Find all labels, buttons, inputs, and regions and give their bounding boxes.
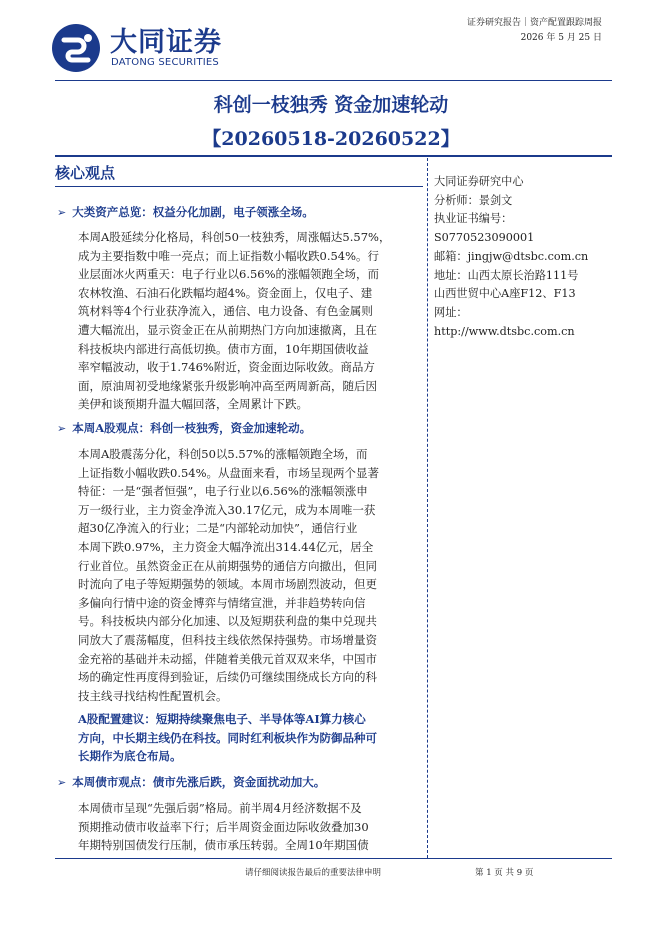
advice-line: 方向，中长期主线仍在科技。同时红利板块作为防御品种可 xyxy=(78,730,377,745)
para-line: 万一级行业，主力资金净流入30.17亿元，成为本周唯一获 xyxy=(78,502,376,517)
paragraph-bond-view xyxy=(78,799,420,855)
paragraph-asset-overview xyxy=(78,228,420,414)
bullet-asset-overview xyxy=(57,204,314,220)
bullet-a-share-view xyxy=(57,420,311,436)
header-meta xyxy=(467,16,602,46)
report-date: 2026 年 5 月 25 日 xyxy=(520,33,602,43)
report-type: 证券研究报告｜资产配置跟踪周报 xyxy=(466,18,602,28)
para-line: 号。科技板块内部分化加速、以及短期获利盘的集中兑现共 xyxy=(78,614,377,629)
logo-text-cn: 大同证券 xyxy=(110,27,222,58)
advice-line: A股配置建议：短期持续聚焦电子、半导体等AI算力核心 xyxy=(78,712,366,726)
para-line: 多偏向行情中途的资金博弈与情绪宣泄，并非趋势转向信 xyxy=(78,595,366,610)
para-line: 特征：一是“强者恒强”，电子行业以6.56%的涨幅领涨申 xyxy=(78,484,368,499)
research-center: 大同证券研究中心 xyxy=(434,175,524,188)
analyst-name: 分析师：景剑文 xyxy=(434,193,513,207)
para-line: 本周A股震荡分化，科创50以5.57%的涨幅领跑全场，而 xyxy=(78,447,368,461)
section-title: 核心观点 xyxy=(55,164,116,182)
address-line2: 山西世贸中心A座F12、F13 xyxy=(434,287,576,301)
report-title: 科创一枝独秀 资金加速轮动 xyxy=(213,94,449,116)
para-line: 科技板块内部进行高低切换。债市方面，10年期国债收益 xyxy=(78,341,369,356)
para-line: 行业首位。虽然资金正在从前期强势的通信方向撤出，但同 xyxy=(78,558,377,573)
footer-divider xyxy=(55,858,612,859)
para-line: 超30亿净流入的行业；二是“内部轮动加快”，通信行业 xyxy=(78,521,358,536)
report-period: 【20260518-20260522】 xyxy=(202,128,460,150)
arrow-bullet-icon: ➢ xyxy=(57,206,67,219)
para-line: 面，原油周初受地缘紧张升级影响冲高至两周新高，随后因 xyxy=(78,378,377,393)
email: 邮箱：jingjw@dtsbc.com.cn xyxy=(434,249,589,263)
para-line: 筑材料等4个行业获净流入，通信、电力设备、有色金属则 xyxy=(78,304,373,319)
para-line: 美伊和谈预期升温大幅回落，全周累计下跌。 xyxy=(78,397,308,412)
page-number: 第 1 页 共 9 页 xyxy=(475,868,534,878)
para-line: 技主线寻找结构性配置机会。 xyxy=(78,688,228,703)
para-line: 本周A股延续分化格局，科创50一枝独秀，周涨幅达5.57%， xyxy=(78,230,391,244)
website-label: 网址： xyxy=(434,305,468,319)
logo-text-en: DATONG SECURITIES xyxy=(111,57,219,68)
para-line: 同放大了震荡幅度，但科技主线依然保持强势。市场增量资 xyxy=(78,632,377,647)
para-line: 时流向了电子等短期强势的领域。本周市场剧烈波动，但更 xyxy=(78,577,377,592)
para-line: 率窄幅波动，收于1.746%附近，资金面边际收敛。商品方 xyxy=(78,360,375,375)
para-line: 本周下跌0.97%，主力资金大幅净流出314.44亿元，居全 xyxy=(78,539,374,554)
footer-disclaimer: 请仔细阅读报告最后的重要法律申明 xyxy=(245,868,382,878)
para-line: 业层面冰火两重天：电子行业以6.56%的涨幅领跑全场，而 xyxy=(78,267,380,282)
title-divider xyxy=(55,155,612,157)
analyst-info xyxy=(434,173,588,341)
advice-line: 长期作为底仓布局。 xyxy=(78,749,182,764)
para-line: 场的确定性再度得到验证，后续仍可继续围绕成长方向的科 xyxy=(78,670,377,685)
bullet-text: 本周A股观点：科创一枝独秀，资金加速轮动。 xyxy=(72,421,312,435)
bullet-text: 本周债市观点：债市先涨后跌，资金面扰动加大。 xyxy=(72,775,326,789)
para-line: 成为主要指数中唯一亮点；而上证指数小幅收跌0.54%。行 xyxy=(78,248,380,263)
para-line: 本周债市呈现“先强后弱”格局。前半周4月经济数据不及 xyxy=(78,801,362,815)
para-line: 遭大幅流出，显示资金正在从前期热门方向加速撤离，且在 xyxy=(78,322,377,337)
para-line: 农林牧渔、石油石化跌幅均超4%。资金面上，仅电子、建 xyxy=(78,285,373,300)
paragraph-a-share-view xyxy=(78,445,420,705)
arrow-bullet-icon: ➢ xyxy=(57,422,67,435)
column-divider xyxy=(427,158,428,858)
para-line: 上证指数小幅收跌0.54%。从盘面来看，市场呈现两个显著 xyxy=(78,465,380,480)
header-divider xyxy=(55,80,612,81)
arrow-bullet-icon: ➢ xyxy=(57,776,67,789)
a-share-allocation-advice xyxy=(78,710,420,766)
para-line: 金充裕的基础并未动摇，伴随着美俄元首双双来华，中国市 xyxy=(78,651,377,666)
section-divider xyxy=(55,186,423,187)
bullet-text: 大类资产总览：权益分化加剧，电子领涨全场。 xyxy=(72,205,314,219)
datong-logo-icon xyxy=(50,22,102,74)
para-line: 预期推动债市收益率下行；后半周资金面边际收敛叠加30 xyxy=(78,819,369,834)
address-line1: 地址：山西太原长治路111号 xyxy=(434,268,579,282)
bullet-bond-view xyxy=(57,774,325,790)
para-line: 年期特别国债发行压制，债市承压转弱。全周10年期国债 xyxy=(78,838,369,853)
cert-number: S0770523090001 xyxy=(434,231,535,245)
website-url: http://www.dtsbc.com.cn xyxy=(434,324,575,338)
cert-label: 执业证书编号： xyxy=(434,212,513,226)
